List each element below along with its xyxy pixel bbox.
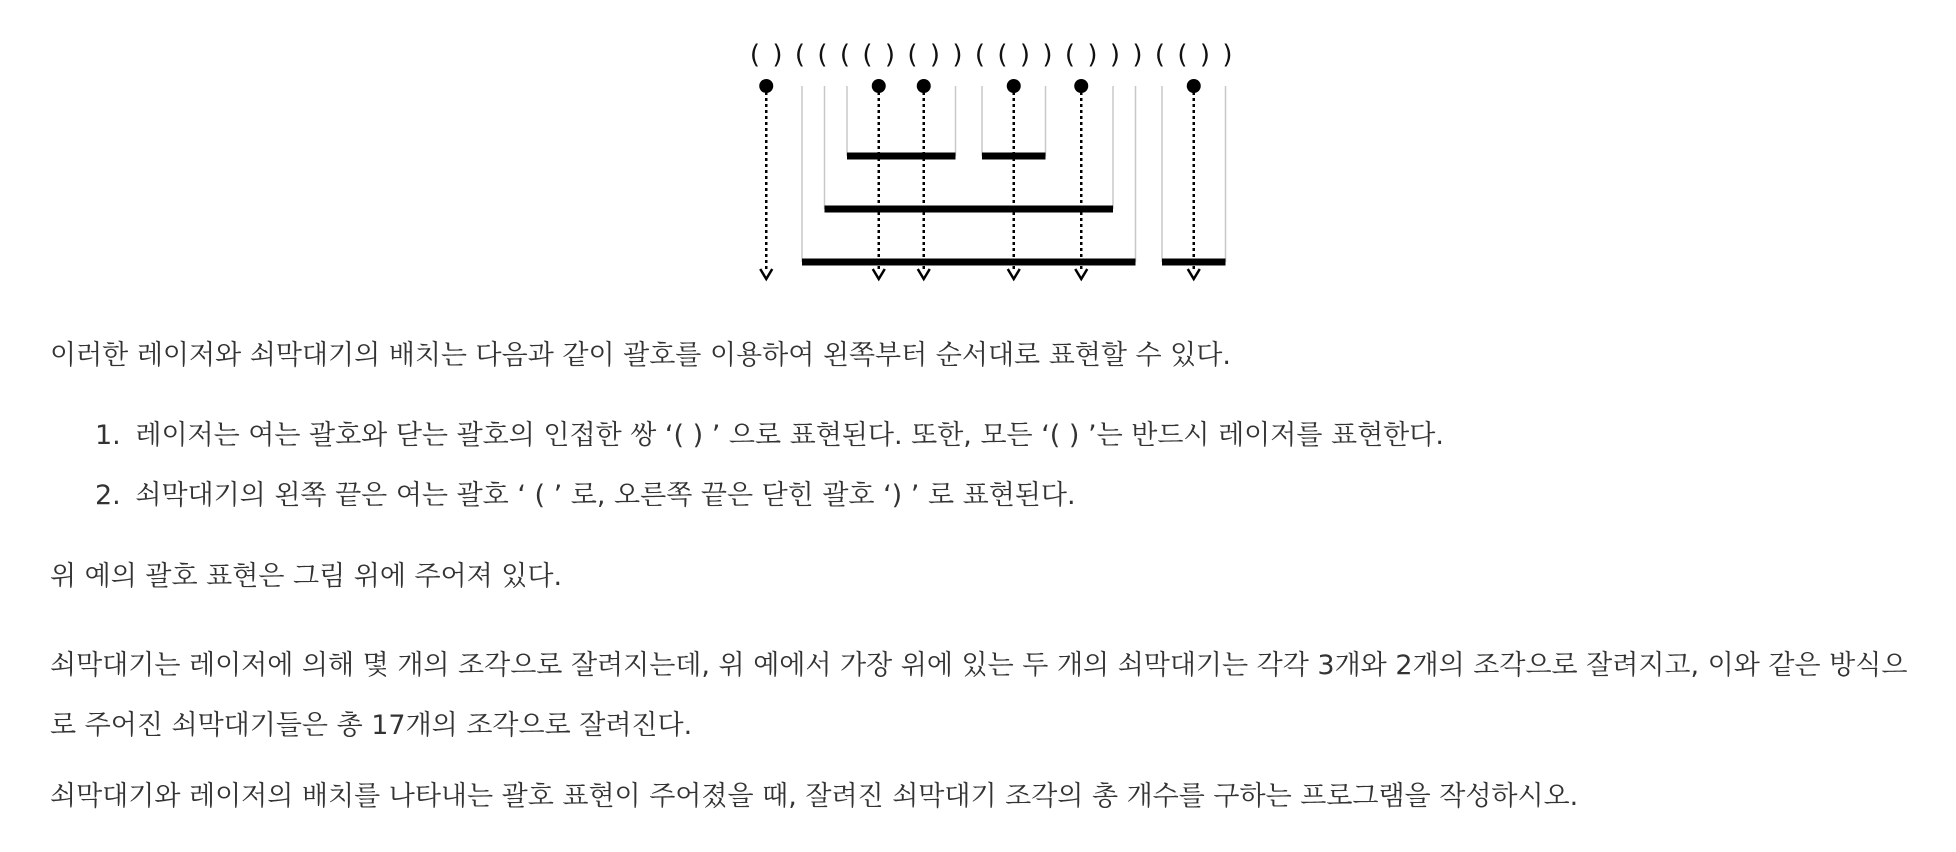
bracket-char: (: [1154, 40, 1166, 70]
bracket-char: ): [884, 40, 896, 70]
bracket-char: (: [974, 40, 986, 70]
bracket-expression: [750, 40, 1233, 70]
rule-text: 레이저는 여는 괄호와 닫는 괄호의 인접한 쌍 ‘( ) ’ 으로 표현된다. 또한, 모든 ‘( ) ’는 반드시 레이저를 표현한다.: [135, 420, 1444, 451]
bracket-char: ): [1019, 40, 1031, 70]
bracket-char: (: [794, 40, 806, 70]
bracket-char: ): [1222, 40, 1233, 70]
paragraph-example-note: 위 예의 괄호 표현은 그림 위에 주어져 있다.: [50, 561, 563, 592]
laser-bar-diagram: [0, 0, 1956, 300]
iron-bar: [982, 86, 1046, 156]
rule-item-bar: [95, 476, 1444, 536]
laser: [917, 79, 931, 279]
bracket-char: ): [1199, 40, 1211, 70]
laser: [1074, 79, 1088, 279]
laser-bar-figure: [0, 0, 1956, 300]
rule-text: 쇠막대기의 왼쪽 끝은 여는 괄호 ‘ ( ’ 로, 오른쪽 끝은 닫힌 괄호 ‘) ’ 로 표현된다.: [135, 480, 1076, 511]
rule-number: 2.: [95, 480, 121, 511]
iron-bar: [847, 86, 956, 156]
iron-bar: [802, 86, 1136, 262]
paragraph-arrangement-intro: 이러한 레이저와 쇠막대기의 배치는 다음과 같이 괄호를 이용하여 왼쪽부터 순서대로 표현할 수 있다.: [50, 340, 1231, 371]
laser: [872, 79, 886, 279]
bracket-char: (: [839, 40, 851, 70]
bracket-char: (: [749, 40, 761, 70]
bracket-char: (: [817, 40, 828, 70]
bracket-char: ): [929, 40, 941, 70]
laser: [1007, 79, 1021, 279]
bracket-char: (: [1064, 40, 1076, 70]
bracket-char: (: [907, 40, 918, 70]
paragraph-task: 쇠막대기와 레이저의 배치를 나타내는 괄호 표현이 주어졌을 때, 잘려진 쇠막대기 조각의 총 개수를 구하는 프로그램을 작성하시오.: [50, 781, 1579, 812]
bracket-char: ): [1132, 40, 1143, 70]
laser: [759, 79, 773, 279]
laser: [1187, 79, 1201, 279]
paragraph-cut-explanation: 쇠막대기는 레이저에 의해 몇 개의 조각으로 잘려지는데, 위 예에서 가장 위에 있는 두 개의 쇠막대기는 각각 3개와 2개의 조각으로 잘려지고, 이와 같은 방식으로 주어진 쇠막대기들은 총 17개의 조각으로 잘려진다.: [50, 650, 1908, 741]
iron-bar: [825, 86, 1114, 209]
bracket-char: (: [1177, 40, 1188, 70]
bracket-char: (: [997, 40, 1008, 70]
bracket-char: ): [772, 40, 783, 70]
rule-number: 1.: [95, 420, 121, 451]
rules-list: [95, 416, 1444, 536]
bracket-char: ): [1042, 40, 1053, 70]
bracket-char: (: [862, 40, 873, 70]
bracket-char: ): [1109, 40, 1121, 70]
bracket-char: ): [952, 40, 963, 70]
lasers: [759, 79, 1201, 279]
bracket-char: ): [1087, 40, 1098, 70]
rule-item-laser: [95, 416, 1444, 476]
